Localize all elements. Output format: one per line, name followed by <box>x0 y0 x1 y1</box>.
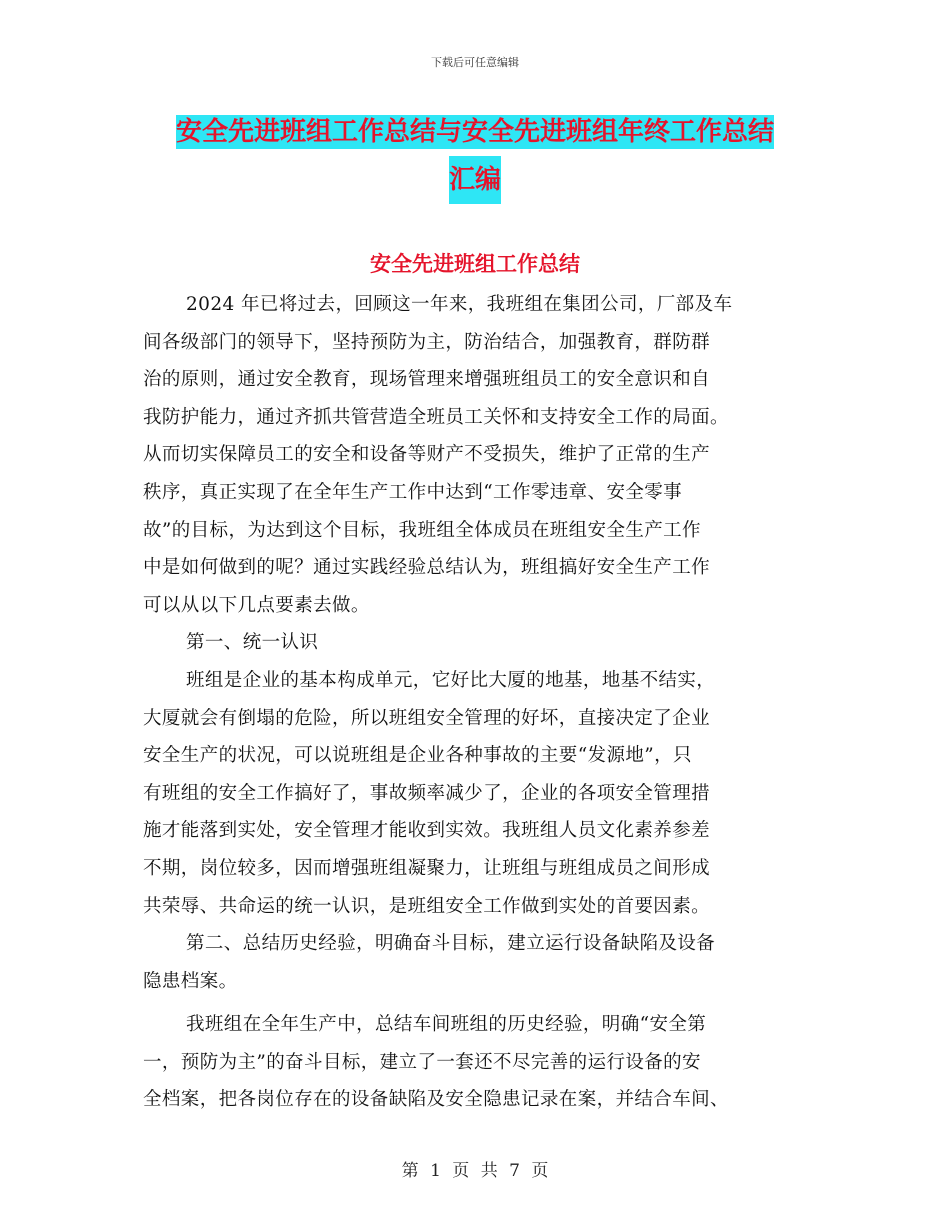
document-title-line2: 汇编 <box>449 156 501 204</box>
body-line: 施才能落到实处，安全管理才能收到实效。我班组人员文化素养参差 <box>143 820 711 842</box>
body-line: 故”的目标，为达到这个目标，我班组全体成员在班组安全生产工作 <box>143 519 701 541</box>
body-line: 不期，岗位较多，因而增强班组凝聚力，让班组与班组成员之间形成 <box>143 857 711 879</box>
body-line: 可以从以下几点要素去做。 <box>143 594 370 616</box>
document-title-line1: 安全先进班组工作总结与安全先进班组年终工作总结 <box>175 117 774 147</box>
body-text <box>143 286 810 1119</box>
body-line: 我班组在全年生产中，总结车间班组的历史经验，明确“安全第 <box>186 1014 707 1036</box>
subheading-continuation: 隐患档案。 <box>143 970 238 992</box>
body-line: 大厦就会有倒塌的危险，所以班组安全管理的好坏，直接决定了企业 <box>143 707 711 729</box>
section-title: 安全先进班组工作总结 <box>370 252 580 276</box>
subheading: 第一、统一认识 <box>186 632 319 654</box>
body-line: 2024 年已将过去，回顾这一年来，我班组在集团公司，厂部及车 <box>186 294 733 315</box>
body-line: 班组是企业的基本构成单元，它好比大厦的地基，地基不结实， <box>186 669 716 691</box>
header-note: 下载后可任意编辑 <box>431 56 519 69</box>
body-line: 从而切实保障员工的安全和设备等财产不受损失，维护了正常的生产 <box>143 444 711 466</box>
body-line: 一，预防为主”的奋斗目标，建立了一套还不尽完善的运行设备的安 <box>143 1051 701 1073</box>
body-line: 共荣辱、共命运的统一认识，是班组安全工作做到实处的首要因素。 <box>143 895 711 917</box>
page-number-footer: 第 1 页 共 7 页 <box>401 1161 549 1181</box>
subheading: 第二、总结历史经验，明确奋斗目标，建立运行设备缺陷及设备 <box>186 933 716 955</box>
document-title <box>0 110 950 204</box>
body-line: 间各级部门的领导下，坚持预防为主，防治结合，加强教育，群防群 <box>143 331 711 353</box>
body-line: 我防护能力，通过齐抓共管营造全班员工关怀和支持安全工作的局面。 <box>143 406 729 428</box>
body-line: 全档案，把各岗位存在的设备缺陷及安全隐患记录在案，并结合车间、 <box>143 1089 729 1111</box>
body-line: 治的原则，通过安全教育，现场管理来增强班组员工的安全意识和自 <box>143 369 711 391</box>
body-line: 有班组的安全工作搞好了，事故频率减少了，企业的各项安全管理措 <box>143 782 711 804</box>
body-line: 中是如何做到的呢？通过实践经验总结认为，班组搞好安全生产工作 <box>143 557 711 579</box>
body-line: 安全生产的状况，可以说班组是企业各种事故的主要“发源地”，只 <box>143 745 692 767</box>
body-line: 秩序，真正实现了在全年生产工作中达到“工作零违章、安全零事 <box>143 481 683 503</box>
